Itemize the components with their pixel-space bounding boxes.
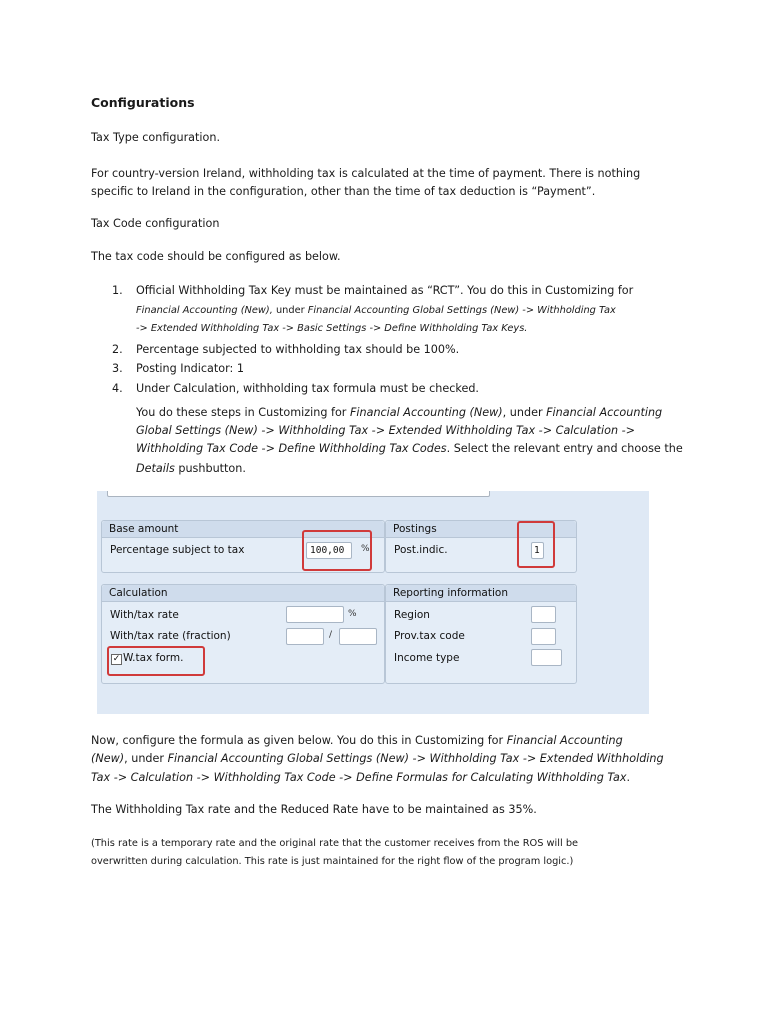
steps-text: pushbutton.	[174, 462, 246, 475]
menu-path: Financial Accounting (New),	[136, 305, 273, 316]
list-number: 3.	[112, 362, 123, 375]
menu-path: Financial Accounting	[546, 406, 663, 419]
tax-code-heading: Tax Code configuration	[91, 217, 220, 230]
rate-label: With/tax rate	[110, 609, 179, 621]
list-number: 1.	[112, 284, 123, 297]
menu-path: Financial Accounting Global Settings (New) -> Withholding Tax -> Extended Withholding	[167, 752, 664, 765]
menu-path: Tax -> Calculation -> Withholding Tax Code -> Define Formulas for Calculating Withholding Tax	[91, 771, 627, 784]
fraction-separator: /	[329, 630, 333, 640]
income-type-label: Income type	[394, 652, 460, 664]
page-heading: Configurations	[91, 95, 195, 110]
list-item-3: Posting Indicator: 1	[136, 362, 244, 375]
fraction-numerator-field[interactable]	[286, 628, 324, 645]
formula-checkbox[interactable]: ✓	[112, 654, 121, 664]
menu-path: Withholding Tax Code -> Define Withholding Tax Codes	[136, 442, 447, 455]
formula-text: , under	[124, 752, 168, 765]
highlight-percentage	[302, 530, 372, 571]
prov-tax-label: Prov.tax code	[394, 630, 465, 642]
list-number: 4.	[112, 382, 123, 395]
base-amount-title: Base amount	[102, 521, 384, 538]
steps-line-3	[136, 442, 683, 455]
steps-line-2	[136, 424, 635, 437]
post-indic-label: Post.indic.	[394, 544, 448, 556]
region-label: Region	[394, 609, 430, 621]
tax-type-heading: Tax Type configuration.	[91, 131, 221, 144]
formula-label: W.tax form.	[123, 652, 184, 664]
postings-title: Postings	[386, 521, 576, 538]
calculation-title: Calculation	[102, 585, 384, 602]
list-number: 2.	[112, 343, 123, 356]
steps-text: , under	[502, 406, 547, 419]
list-item-1-text: Official Withholding Tax Key must be maintained as “RCT”. You do this in Customizing for	[136, 284, 634, 297]
post-indic-field[interactable]: 1	[531, 542, 544, 559]
percentage-unit: %	[361, 544, 370, 554]
list-item-2: Percentage subjected to withholding tax should be 100%.	[136, 343, 460, 356]
reporting-title: Reporting information	[386, 585, 576, 602]
intro-line-2: specific to Ireland in the configuration, other than the time of tax deduction is “Payment”.	[91, 185, 596, 198]
intro-line-1: For country-version Ireland, withholding tax is calculated at the time of payment. There is nothing	[91, 167, 641, 180]
list-item-1-path-line-1	[136, 305, 616, 316]
formula-line-2	[91, 752, 664, 765]
menu-path: Financial Accounting (New)	[349, 406, 503, 419]
note-line-1: (This rate is a temporary rate and the original rate that the customer receives from the ROS will be	[91, 838, 579, 849]
steps-text: . Select the relevant entry and choose the	[446, 442, 683, 455]
rate-field[interactable]	[286, 606, 344, 623]
percentage-label: Percentage subject to tax	[110, 544, 245, 556]
formula-text: Now, configure the formula as given below. You do this in Customizing for	[91, 734, 507, 747]
tax-code-intro: The tax code should be configured as below.	[91, 250, 341, 263]
formula-line-1	[91, 734, 623, 747]
income-type-field[interactable]	[531, 649, 562, 666]
steps-text: You do these steps in Customizing for	[136, 406, 350, 419]
list-item-1-path-line-2	[136, 323, 527, 334]
list-item-4: Under Calculation, withholding tax formula must be checked.	[136, 382, 479, 395]
percentage-field[interactable]: 100,00	[306, 542, 352, 559]
menu-path: Financial Accounting	[506, 734, 623, 747]
rate-text: The Withholding Tax rate and the Reduced Rate have to be maintained as 35%.	[91, 803, 537, 816]
path-connector: under	[272, 305, 308, 316]
formula-text: .	[626, 771, 631, 784]
sap-withholding-tax-code-screenshot	[97, 491, 649, 714]
steps-line-4	[136, 462, 246, 475]
formula-line-3	[91, 771, 630, 784]
menu-path: -> Extended Withholding Tax -> Basic Settings -> Define Withholding Tax Keys.	[136, 323, 528, 334]
menu-path: (New)	[91, 752, 125, 765]
highlight-post-indic	[517, 521, 555, 568]
steps-line-1	[136, 406, 662, 419]
details-button-ref: Details	[136, 462, 175, 475]
menu-path: Financial Accounting Global Settings (New) -> Withholding Tax	[307, 305, 616, 316]
region-field[interactable]	[531, 606, 556, 623]
fraction-label: With/tax rate (fraction)	[110, 630, 231, 642]
prov-tax-field[interactable]	[531, 628, 556, 645]
note-line-2: overwritten during calculation. This rate is just maintained for the right flow of the program logic.)	[91, 856, 574, 867]
menu-path: Global Settings (New) -> Withholding Tax -> Extended Withholding Tax -> Calculation ->	[136, 424, 636, 437]
fraction-denominator-field[interactable]	[339, 628, 377, 645]
top-field	[107, 491, 490, 497]
rate-unit: %	[348, 609, 357, 619]
highlight-formula	[107, 646, 205, 676]
